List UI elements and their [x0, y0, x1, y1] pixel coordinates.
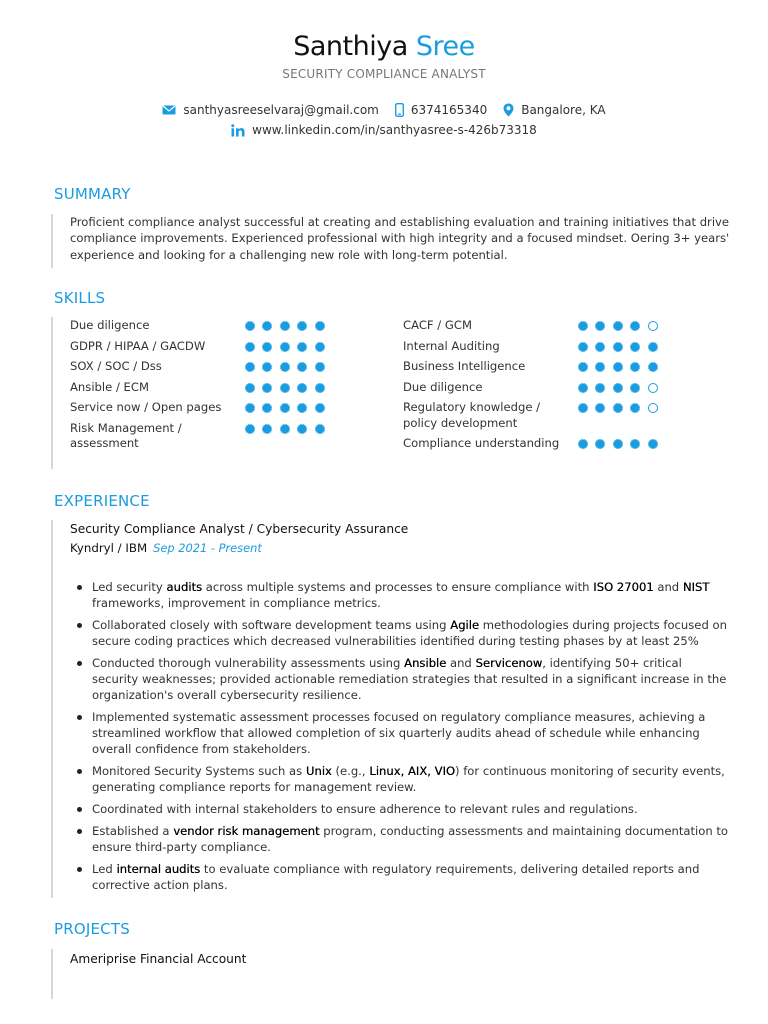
skill-rating [245, 424, 332, 434]
rating-dot-filled [297, 424, 307, 434]
rating-dot-filled [315, 362, 325, 372]
contact-location [503, 103, 605, 117]
highlighted-keyword: Servicenow [475, 656, 543, 670]
phone-text: 6374165340 [410, 103, 488, 117]
contact-row-primary [0, 103, 768, 117]
skill-row [70, 380, 332, 396]
experience-bullet [75, 763, 730, 795]
rating-dot-filled [245, 424, 255, 434]
mail-icon [162, 105, 176, 115]
contact-phone[interactable] [395, 103, 487, 117]
rating-dot-filled [578, 342, 588, 352]
rating-dot-filled [595, 362, 605, 372]
experience-bullet [75, 823, 730, 855]
experience-bullet [75, 579, 730, 611]
rating-dot-filled [630, 383, 640, 393]
rating-dot-filled [578, 321, 588, 331]
rating-dot-filled [648, 342, 658, 352]
last-name: Sree [415, 31, 475, 62]
rating-dot-filled [595, 439, 605, 449]
rating-dot-filled [262, 342, 272, 352]
bullet-text: and [653, 580, 683, 594]
rating-dot-filled [578, 383, 588, 393]
rating-dot-filled [630, 403, 640, 413]
rating-dot-empty [648, 383, 658, 393]
skill-rating [578, 321, 665, 331]
rating-dot-filled [315, 321, 325, 331]
skill-rating [245, 321, 332, 331]
rating-dot-filled [297, 403, 307, 413]
rating-dot-filled [613, 383, 623, 393]
skill-name: Service now / Open pages [70, 400, 222, 414]
skill-name: Compliance understanding [403, 436, 560, 450]
skill-row [70, 421, 332, 452]
resume-header [0, 30, 768, 81]
rating-dot-filled [280, 321, 290, 331]
skill-rating [578, 342, 665, 352]
highlighted-keyword: Linux, AIX, VIO [369, 764, 455, 778]
rating-dot-filled [630, 439, 640, 449]
skill-name: GDPR / HIPAA / GACDW [70, 338, 206, 353]
skill-name: Regulatory knowledge / policy development [403, 400, 541, 430]
skill-name: Internal Auditing [403, 338, 500, 353]
skills-divider [51, 317, 53, 469]
rating-dot-filled [297, 321, 307, 331]
rating-dot-empty [648, 321, 658, 331]
skill-row [403, 436, 665, 452]
job-role-title: SECURITY COMPLIANCE ANALYST [282, 67, 486, 81]
skills-column-left [70, 318, 332, 457]
skill-rating [245, 383, 332, 393]
rating-dot-filled [578, 439, 588, 449]
experience-bullets [75, 579, 730, 899]
highlighted-keyword: Agile [450, 618, 480, 632]
skill-rating [578, 403, 665, 413]
rating-dot-filled [280, 362, 290, 372]
highlighted-keyword: audits [166, 580, 203, 594]
rating-dot-filled [578, 403, 588, 413]
skill-row [70, 318, 332, 334]
rating-dot-filled [613, 321, 623, 331]
rating-dot-filled [262, 383, 272, 393]
rating-dot-filled [613, 342, 623, 352]
highlighted-keyword: vendor risk management [173, 824, 320, 838]
rating-dot-filled [578, 362, 588, 372]
rating-dot-filled [297, 342, 307, 352]
highlighted-keyword: Unix [305, 764, 332, 778]
experience-divider [51, 520, 53, 898]
bullet-text: frameworks, improvement in compliance metrics. [92, 596, 381, 610]
skill-name: Business Intelligence [403, 359, 526, 373]
highlighted-keyword: NIST [682, 580, 710, 594]
experience-bullet [75, 617, 730, 649]
projects-heading: PROJECTS [54, 920, 130, 938]
skill-name: Due diligence [70, 318, 150, 332]
rating-dot-filled [613, 403, 623, 413]
skill-rating [578, 439, 665, 449]
contact-email[interactable] [162, 103, 378, 117]
summary-text: Proficient compliance analyst successful at creating and establishing evaluation and training initiatives that drive compliance improvements. Experienced professional with high integrity and a focused mindset. Oering 3+ years' experience and looking for a challenging new role with long-term potential. [70, 215, 730, 262]
rating-dot-filled [315, 403, 325, 413]
bullet-text: Monitored Security Systems such as [92, 764, 306, 778]
bullet-text: to evaluate compliance with regulatory requirements, delivering detailed reports and corrective action plans. [92, 862, 700, 892]
skill-rating [578, 362, 665, 372]
first-name: Santhiya [293, 31, 408, 62]
skills-heading: SKILLS [54, 289, 106, 307]
rating-dot-filled [595, 342, 605, 352]
bullet-text: ) for continuous monitoring of security events, generating compliance reports for management review. [92, 764, 725, 794]
bullet-text: (e.g., [331, 764, 370, 778]
experience-heading: EXPERIENCE [54, 492, 150, 510]
skills-column-right [403, 318, 665, 457]
summary-heading: SUMMARY [54, 185, 131, 203]
highlighted-keyword: ISO 27001 [593, 580, 654, 594]
project-title: Ameriprise Financial Account [70, 952, 247, 966]
skill-row [403, 359, 665, 375]
skill-row [403, 380, 665, 396]
skill-rating [245, 342, 332, 352]
rating-dot-filled [262, 362, 272, 372]
skill-rating [245, 403, 332, 413]
rating-dot-filled [630, 362, 640, 372]
bullet-text: and [446, 656, 476, 670]
summary-divider [51, 214, 53, 268]
rating-dot-filled [315, 383, 325, 393]
bullet-text: Coordinated with internal stakeholders to ensure adherence to relevant rules and regulations. [92, 802, 638, 816]
contact-row-secondary [0, 123, 768, 137]
bullet-text: Led [92, 862, 117, 876]
bullet-text: Led security [92, 580, 167, 594]
experience-bullet [75, 801, 730, 817]
rating-dot-filled [630, 321, 640, 331]
skill-row [403, 318, 665, 334]
skill-rating [578, 383, 665, 393]
rating-dot-filled [297, 383, 307, 393]
candidate-name [0, 30, 768, 64]
skill-rating [245, 362, 332, 372]
job-meta [70, 541, 262, 555]
skill-row [403, 339, 665, 355]
bullet-text: Collaborated closely with software development teams using [92, 618, 451, 632]
bullet-text: Implemented systematic assessment processes focused on regulatory compliance measures, achieving a streamlined workflow that allowed completion of six quarterly audits ahead of schedule while enhancing overall confidence from stakeholders. [92, 710, 706, 756]
rating-dot-filled [262, 403, 272, 413]
rating-dot-filled [280, 383, 290, 393]
rating-dot-filled [648, 362, 658, 372]
bullet-text: Established a [92, 824, 174, 838]
skill-row [403, 400, 665, 431]
job-dates: Sep 2021 - Present [153, 541, 262, 555]
bullet-text: methodologies during projects focused on secure coding practices which decreased vulnerabilities identified during testing phases by at least 25% [92, 618, 727, 648]
location-pin-icon [503, 103, 514, 117]
rating-dot-filled [245, 321, 255, 331]
rating-dot-filled [245, 403, 255, 413]
skill-name: SOX / SOC / Dss [70, 359, 162, 373]
experience-bullet [75, 655, 730, 703]
rating-dot-empty [648, 403, 658, 413]
experience-bullet [75, 709, 730, 757]
rating-dot-filled [613, 439, 623, 449]
rating-dot-filled [315, 342, 325, 352]
linkedin-text: www.linkedin.com/in/santhyasree-s-426b73318 [252, 123, 537, 137]
linkedin-icon [231, 124, 245, 137]
rating-dot-filled [315, 424, 325, 434]
rating-dot-filled [648, 439, 658, 449]
skill-row [70, 359, 332, 375]
phone-icon [395, 103, 404, 117]
location-text: Bangalore, KA [521, 103, 606, 117]
skill-name: Due diligence [403, 379, 483, 394]
bullet-text: across multiple systems and processes to ensure compliance with [202, 580, 594, 594]
skill-name: Risk Management / assessment [70, 420, 182, 450]
job-title: Security Compliance Analyst / Cybersecurity Assurance [70, 522, 409, 536]
rating-dot-filled [245, 383, 255, 393]
rating-dot-filled [245, 362, 255, 372]
projects-divider [51, 949, 53, 999]
highlighted-keyword: Ansible [404, 656, 447, 670]
skill-name: Ansible / ECM [70, 379, 149, 394]
email-text: santhyasreeselvaraj@gmail.com [183, 103, 379, 117]
rating-dot-filled [613, 362, 623, 372]
skill-row [70, 339, 332, 355]
bullet-text: program, conducting assessments and maintaining documentation to ensure third-party compliance. [92, 824, 729, 854]
rating-dot-filled [280, 424, 290, 434]
bullet-text: , identifying 50+ critical security weaknesses; provided actionable remediation strategies that resulted in a significant increase in the organization's overall cybersecurity resilience. [92, 656, 727, 702]
rating-dot-filled [262, 424, 272, 434]
rating-dot-filled [595, 321, 605, 331]
rating-dot-filled [630, 342, 640, 352]
rating-dot-filled [245, 342, 255, 352]
rating-dot-filled [595, 403, 605, 413]
experience-bullet [75, 861, 730, 893]
rating-dot-filled [280, 403, 290, 413]
bullet-text: Conducted thorough vulnerability assessments using [92, 656, 405, 670]
highlighted-keyword: internal audits [116, 862, 201, 876]
skill-row [70, 400, 332, 416]
rating-dot-filled [280, 342, 290, 352]
rating-dot-filled [297, 362, 307, 372]
contact-linkedin[interactable] [231, 123, 537, 137]
company-name: Kyndryl / IBM [70, 541, 148, 555]
rating-dot-filled [595, 383, 605, 393]
rating-dot-filled [262, 321, 272, 331]
skill-name: CACF / GCM [403, 318, 472, 332]
